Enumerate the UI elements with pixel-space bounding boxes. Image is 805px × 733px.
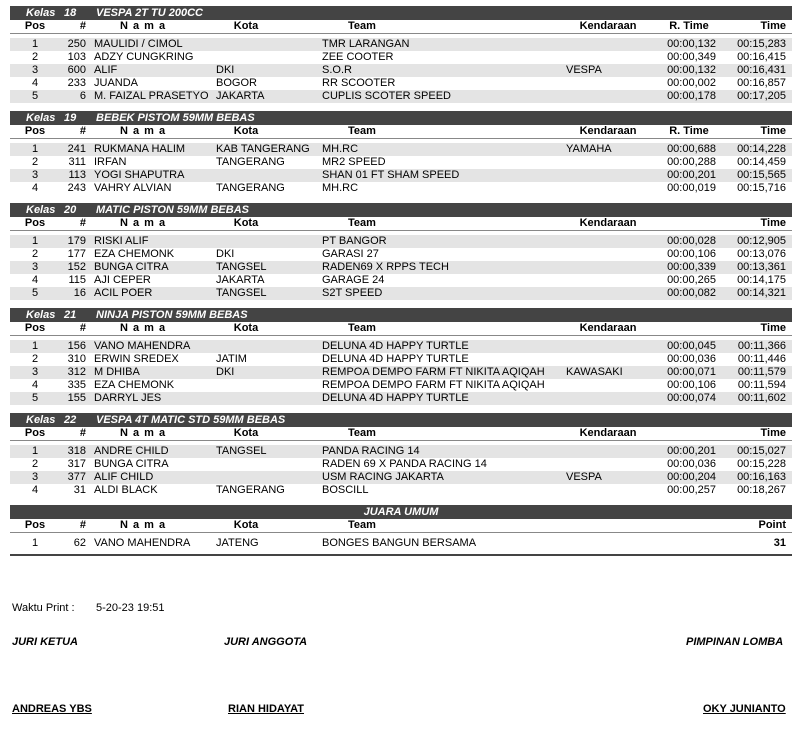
column-header [10, 217, 792, 231]
col-kendaraan: Kendaraan [579, 20, 637, 32]
table-row [10, 340, 792, 353]
table-row [10, 182, 792, 195]
table-row [10, 445, 792, 458]
col-pos: Pos [24, 427, 46, 439]
table-row [10, 156, 792, 169]
cell-time: 00:14,459 [737, 156, 786, 168]
col-nama: N a m a [120, 217, 167, 229]
juara-umum-column-header [10, 519, 792, 533]
cell-team: TMR LARANGAN [322, 38, 410, 50]
cell-nama: ACIL POER [94, 287, 153, 299]
cell-team: USM RACING JAKARTA [322, 471, 444, 483]
cell-point: 31 [773, 537, 786, 549]
cell-no: 103 [67, 51, 86, 63]
cell-rtime: 00:00,132 [667, 38, 716, 50]
cell-pos: 3 [31, 261, 39, 273]
cell-time: 00:15,283 [737, 38, 786, 50]
cell-no: 16 [73, 287, 86, 299]
table-row [10, 143, 792, 156]
juara-umum-title: JUARA UMUM [363, 506, 439, 518]
cell-nama: BUNGA CITRA [94, 458, 169, 470]
col-pos: Pos [24, 519, 46, 531]
col-team: Team [348, 519, 376, 531]
class-header [10, 203, 792, 217]
cell-no: 177 [67, 248, 86, 260]
table-row [10, 51, 792, 64]
cell-rtime: 00:00,288 [667, 156, 716, 168]
cell-rtime: 00:00,045 [667, 340, 716, 352]
class-label: Kelas [26, 204, 56, 216]
cell-pos: 4 [31, 182, 39, 194]
class-section [10, 111, 792, 195]
cell-nama: ALDI BLACK [94, 484, 158, 496]
cell-rtime: 00:00,339 [667, 261, 716, 273]
cell-team: RADEN 69 X PANDA RACING 14 [322, 458, 487, 470]
cell-team: MH.RC [322, 182, 359, 194]
col-pos: Pos [24, 322, 46, 334]
col-team: Team [348, 125, 376, 137]
juri-ketua-role: JURI KETUA [12, 636, 79, 648]
cell-rtime: 00:00,132 [667, 64, 716, 76]
class-number: 20 [64, 204, 77, 216]
table-row [10, 235, 792, 248]
cell-time: 00:16,431 [737, 64, 786, 76]
cell-kota: DKI [216, 248, 235, 260]
table-row [10, 471, 792, 484]
cell-pos: 3 [31, 366, 39, 378]
class-label: Kelas [26, 7, 56, 19]
col-time: Time [760, 217, 786, 229]
cell-team: RADEN69 X RPPS TECH [322, 261, 449, 273]
cell-no: 6 [79, 90, 86, 102]
table-row [10, 169, 792, 182]
class-section [10, 413, 792, 497]
cell-pos: 4 [31, 484, 39, 496]
table-row [10, 261, 792, 274]
cell-nama: RUKMANA HALIM [94, 143, 186, 155]
col-time: Time [760, 427, 786, 439]
class-label: Kelas [26, 309, 56, 321]
cell-pos: 1 [31, 445, 39, 457]
col-no: # [79, 427, 86, 439]
cell-time: 00:11,446 [737, 353, 786, 365]
cell-rtime: 00:00,257 [667, 484, 716, 496]
cell-pos: 2 [31, 458, 39, 470]
cell-pos: 2 [31, 353, 39, 365]
class-number: 21 [64, 309, 77, 321]
cell-nama: ERWIN SREDEX [94, 353, 179, 365]
table-row [10, 77, 792, 90]
cell-time: 00:15,716 [737, 182, 786, 194]
cell-kota: TANGERANG [216, 484, 285, 496]
table-row [10, 274, 792, 287]
class-title: VESPA 2T TU 200CC [96, 7, 203, 19]
cell-rtime: 00:00,265 [667, 274, 716, 286]
cell-no: 152 [67, 261, 86, 273]
col-no: # [79, 217, 86, 229]
cell-time: 00:15,027 [737, 445, 786, 457]
pimpinan-name: OKY JUNIANTO [703, 703, 786, 715]
table-row [10, 353, 792, 366]
cell-pos: 4 [31, 274, 39, 286]
cell-time: 00:15,565 [737, 169, 786, 181]
col-kendaraan: Kendaraan [579, 217, 637, 229]
cell-nama: AJI CEPER [94, 274, 151, 286]
cell-nama: VAHRY ALVIAN [94, 182, 172, 194]
class-section [10, 308, 792, 405]
cell-rtime: 00:00,349 [667, 51, 716, 63]
cell-team: PT BANGOR [322, 235, 387, 247]
cell-time: 00:16,857 [737, 77, 786, 89]
cell-no: 179 [67, 235, 86, 247]
cell-time: 00:13,076 [737, 248, 786, 260]
cell-team: GARASI 27 [322, 248, 379, 260]
cell-team: REMPOA DEMPO FARM FT NIKITA AQIQAH [322, 366, 545, 378]
cell-pos: 2 [31, 248, 39, 260]
cell-team: RR SCOOTER [322, 77, 396, 89]
class-label: Kelas [26, 414, 56, 426]
cell-rtime: 00:00,019 [667, 182, 716, 194]
cell-kota: JATENG [216, 537, 259, 549]
cell-team: MH.RC [322, 143, 359, 155]
col-nama: N a m a [120, 427, 167, 439]
cell-pos: 1 [31, 235, 39, 247]
cell-nama: DARRYL JES [94, 392, 162, 404]
cell-time: 00:17,205 [737, 90, 786, 102]
cell-team: BOSCILL [322, 484, 369, 496]
cell-kota: TANGERANG [216, 182, 285, 194]
cell-no: 310 [67, 353, 86, 365]
class-sections [10, 6, 792, 497]
col-kota: Kota [233, 20, 259, 32]
class-number: 18 [64, 7, 77, 19]
juri-anggota-name: RIAN HIDAYAT [228, 703, 304, 715]
cell-team: REMPOA DEMPO FARM FT NIKITA AQIQAH [322, 379, 545, 391]
cell-pos: 3 [31, 64, 39, 76]
col-time: Time [760, 322, 786, 334]
cell-time: 00:11,594 [737, 379, 786, 391]
col-nama: N a m a [120, 322, 167, 334]
col-pos: Pos [24, 217, 46, 229]
col-kendaraan: Kendaraan [579, 125, 637, 137]
col-kendaraan: Kendaraan [579, 427, 637, 439]
class-title: NINJA PISTON 59MM BEBAS [96, 309, 248, 321]
cell-time: 00:16,163 [737, 471, 786, 483]
col-team: Team [348, 427, 376, 439]
juri-anggota-role: JURI ANGGOTA [224, 636, 308, 648]
cell-no: 233 [67, 77, 86, 89]
cell-pos: 2 [31, 51, 39, 63]
cell-nama: RISKI ALIF [94, 235, 149, 247]
col-kota: Kota [233, 427, 259, 439]
col-pos: Pos [24, 125, 46, 137]
cell-kota: TANGSEL [216, 287, 267, 299]
divider [10, 550, 792, 556]
table-row [10, 287, 792, 300]
cell-no: 155 [67, 392, 86, 404]
cell-pos: 3 [31, 169, 39, 181]
cell-no: 600 [67, 64, 86, 76]
cell-team: DELUNA 4D HAPPY TURTLE [322, 353, 469, 365]
cell-pos: 4 [31, 77, 39, 89]
cell-time: 00:12,905 [737, 235, 786, 247]
print-value: 5-20-23 19:51 [96, 602, 165, 614]
cell-kota: BOGOR [216, 77, 257, 89]
table-row [10, 537, 792, 550]
cell-no: 377 [67, 471, 86, 483]
results-page [10, 6, 792, 564]
cell-rtime: 00:00,106 [667, 379, 716, 391]
class-header [10, 6, 792, 20]
cell-no: 243 [67, 182, 86, 194]
cell-kendaraan: YAMAHA [566, 143, 612, 155]
class-title: MATIC PISTON 59MM BEBAS [96, 204, 249, 216]
cell-time: 00:13,361 [737, 261, 786, 273]
col-no: # [79, 20, 86, 32]
cell-no: 113 [68, 169, 86, 181]
cell-no: 335 [67, 379, 86, 391]
class-section [10, 203, 792, 300]
col-nama: N a m a [120, 20, 167, 32]
cell-pos: 5 [31, 287, 39, 299]
cell-nama: VANO MAHENDRA [94, 537, 191, 549]
cell-team: GARAGE 24 [322, 274, 385, 286]
cell-time: 00:18,267 [737, 484, 786, 496]
cell-team: DELUNA 4D HAPPY TURTLE [322, 392, 469, 404]
cell-time: 00:14,228 [737, 143, 786, 155]
cell-nama: VANO MAHENDRA [94, 340, 191, 352]
column-header [10, 427, 792, 441]
col-time: Time [760, 125, 786, 137]
cell-no: 62 [73, 537, 86, 549]
cell-rtime: 00:00,204 [667, 471, 716, 483]
col-kendaraan: Kendaraan [579, 322, 637, 334]
cell-team: S.O.R [322, 64, 352, 76]
cell-pos: 1 [31, 38, 39, 50]
cell-nama: JUANDA [94, 77, 139, 89]
class-title: BEBEK PISTOM 59MM BEBAS [96, 112, 255, 124]
table-row [10, 366, 792, 379]
cell-nama: EZA CHEMONK [94, 248, 175, 260]
cell-rtime: 00:00,201 [667, 445, 716, 457]
cell-nama: ALIF [94, 64, 118, 76]
class-section [10, 6, 792, 103]
cell-kendaraan: KAWASAKI [566, 366, 623, 378]
cell-nama: BUNGA CITRA [94, 261, 169, 273]
cell-kota: KAB TANGERANG [216, 143, 310, 155]
cell-kota: JAKARTA [216, 90, 265, 102]
cell-no: 250 [67, 38, 86, 50]
cell-kota: JATIM [216, 353, 247, 365]
table-row [10, 458, 792, 471]
cell-pos: 5 [31, 90, 39, 102]
cell-time: 00:11,579 [737, 366, 786, 378]
cell-time: 00:14,321 [737, 287, 786, 299]
cell-rtime: 00:00,071 [667, 366, 716, 378]
cell-time: 00:16,415 [737, 51, 786, 63]
col-team: Team [348, 20, 376, 32]
cell-pos: 2 [31, 156, 39, 168]
cell-no: 31 [73, 484, 86, 496]
cell-nama: ANDRE CHILD [94, 445, 169, 457]
cell-kendaraan: VESPA [566, 64, 602, 76]
cell-kota: TANGSEL [216, 261, 267, 273]
col-kota: Kota [233, 125, 259, 137]
cell-pos: 1 [31, 340, 39, 352]
cell-pos: 1 [31, 143, 39, 155]
column-header [10, 322, 792, 336]
class-header [10, 413, 792, 427]
column-header [10, 20, 792, 34]
cell-kendaraan: VESPA [566, 471, 602, 483]
cell-team: CUPLIS SCOTER SPEED [322, 90, 451, 102]
class-title: VESPA 4T MATIC STD 59MM BEBAS [96, 414, 286, 426]
class-number: 19 [64, 112, 77, 124]
juara-umum-header [10, 505, 792, 519]
cell-rtime: 00:00,036 [667, 458, 716, 470]
cell-team: MR2 SPEED [322, 156, 386, 168]
cell-nama: ALIF CHILD [94, 471, 154, 483]
cell-kota: DKI [216, 64, 235, 76]
class-label: Kelas [26, 112, 56, 124]
col-kota: Kota [233, 217, 259, 229]
table-row [10, 248, 792, 261]
col-no: # [79, 519, 86, 531]
cell-pos: 4 [31, 379, 39, 391]
cell-nama: ADZY CUNGKRING [94, 51, 194, 63]
cell-team: DELUNA 4D HAPPY TURTLE [322, 340, 469, 352]
cell-team: PANDA RACING 14 [322, 445, 420, 457]
cell-rtime: 00:00,201 [667, 169, 716, 181]
class-number: 22 [64, 414, 77, 426]
table-row [10, 90, 792, 103]
cell-nama: YOGI SHAPUTRA [94, 169, 185, 181]
table-row [10, 392, 792, 405]
class-header [10, 308, 792, 322]
cell-time: 00:14,175 [737, 274, 786, 286]
cell-no: 156 [67, 340, 86, 352]
col-kota: Kota [233, 322, 259, 334]
cell-nama: M. FAIZAL PRASETYO [94, 90, 209, 102]
col-pos: Pos [24, 20, 46, 32]
table-row [10, 38, 792, 51]
col-time: Time [760, 20, 786, 32]
col-no: # [79, 125, 86, 137]
cell-nama: EZA CHEMONK [94, 379, 175, 391]
cell-rtime: 00:00,074 [667, 392, 716, 404]
cell-rtime: 00:00,688 [667, 143, 716, 155]
cell-rtime: 00:00,036 [667, 353, 716, 365]
col-team: Team [348, 322, 376, 334]
juara-umum-section [10, 505, 792, 556]
cell-kota: TANGSEL [216, 445, 267, 457]
col-kota: Kota [233, 519, 259, 531]
cell-no: 241 [67, 143, 86, 155]
cell-no: 311 [68, 156, 86, 168]
col-nama: N a m a [120, 125, 167, 137]
cell-nama: IRFAN [94, 156, 127, 168]
juri-ketua-name: ANDREAS YBS [12, 703, 92, 715]
cell-team: SHAN 01 FT SHAM SPEED [322, 169, 460, 181]
cell-pos: 5 [31, 392, 39, 404]
table-row [10, 484, 792, 497]
col-rtime: R. Time [669, 20, 709, 32]
cell-kota: TANGERANG [216, 156, 285, 168]
cell-no: 115 [68, 274, 86, 286]
table-row [10, 64, 792, 77]
cell-pos: 1 [31, 537, 39, 549]
column-header [10, 125, 792, 139]
cell-time: 00:11,602 [737, 392, 786, 404]
table-row [10, 379, 792, 392]
cell-rtime: 00:00,178 [667, 90, 716, 102]
col-team: Team [348, 217, 376, 229]
pimpinan-role: PIMPINAN LOMBA [686, 636, 784, 648]
cell-kota: DKI [216, 366, 235, 378]
cell-no: 317 [67, 458, 86, 470]
col-no: # [79, 322, 86, 334]
cell-rtime: 00:00,082 [667, 287, 716, 299]
print-label: Waktu Print : [12, 602, 75, 614]
cell-rtime: 00:00,002 [667, 77, 716, 89]
cell-team: S2T SPEED [322, 287, 383, 299]
cell-rtime: 00:00,106 [667, 248, 716, 260]
cell-rtime: 00:00,028 [667, 235, 716, 247]
cell-team: BONGES BANGUN BERSAMA [322, 537, 477, 549]
cell-team: ZEE COOTER [322, 51, 394, 63]
cell-no: 312 [67, 366, 86, 378]
cell-no: 318 [67, 445, 86, 457]
cell-time: 00:11,366 [737, 340, 786, 352]
col-point: Point [758, 519, 786, 531]
class-header [10, 111, 792, 125]
cell-kota: JAKARTA [216, 274, 265, 286]
cell-nama: M DHIBA [94, 366, 140, 378]
cell-pos: 3 [31, 471, 39, 483]
cell-time: 00:15,228 [737, 458, 786, 470]
col-nama: N a m a [120, 519, 167, 531]
col-rtime: R. Time [669, 125, 709, 137]
cell-nama: MAULIDI / CIMOL [94, 38, 183, 50]
